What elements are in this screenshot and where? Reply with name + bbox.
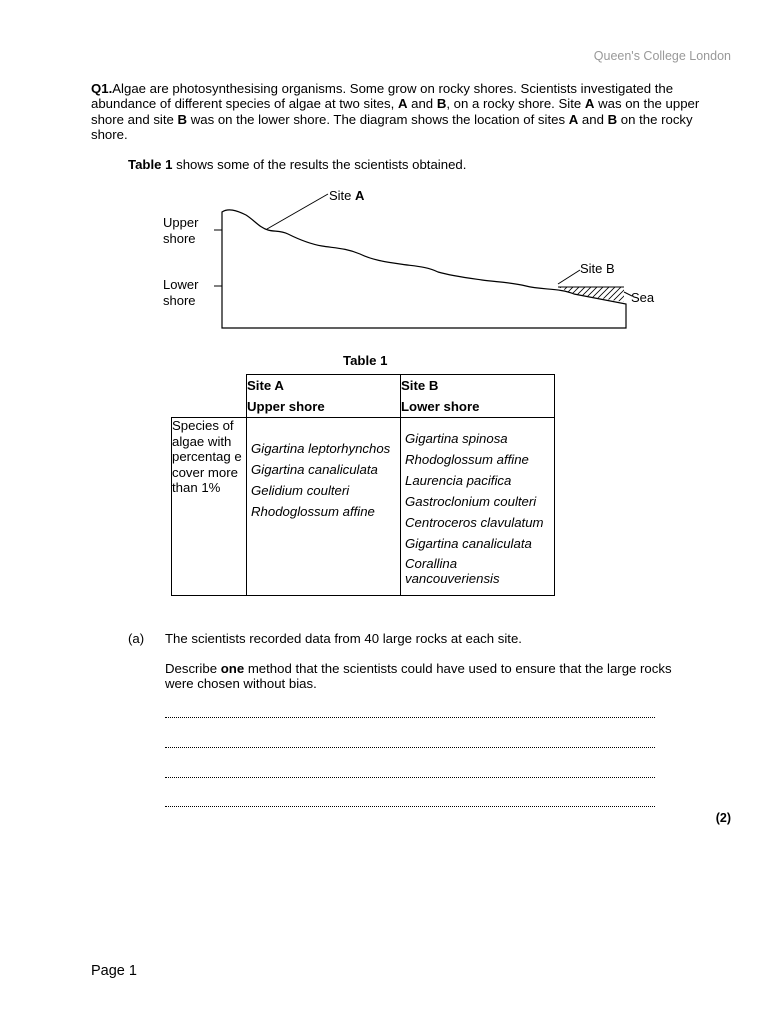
empty-corner-cell <box>172 375 247 418</box>
answer-line[interactable] <box>165 777 655 778</box>
part-a-statement: The scientists recorded data from 40 large rocks at each site. <box>165 631 522 646</box>
marks-indicator: (2) <box>715 811 731 825</box>
list-item: Gigartina leptorhynchos <box>251 441 391 456</box>
site-b-species-cell <box>401 418 555 596</box>
table-intro <box>128 157 466 172</box>
table-intro-text: shows some of the results the scientists obtained. <box>172 157 467 172</box>
part-a-emphasis: one <box>220 661 245 676</box>
part-a-label: (a) <box>128 631 145 646</box>
answer-line[interactable] <box>165 747 655 748</box>
site-a-species-cell <box>247 418 401 596</box>
site-a-label <box>329 188 365 203</box>
list-item: Gigartina canaliculata <box>251 462 378 477</box>
part-a-question-text: method that the scientists could have used to ensure that the large rocks were chosen without bias. <box>165 661 672 692</box>
site-b-title: Site B <box>401 378 439 393</box>
list-item: Centroceros clavulatum <box>405 515 544 530</box>
site-a-label-letter: A <box>355 188 365 203</box>
site-b-header <box>401 375 555 418</box>
question-1-text <box>91 81 731 143</box>
site-a-pointer <box>267 194 328 229</box>
site-a-ref: A <box>568 111 579 127</box>
q1-text-part: Algae are photosynthesising organisms. Some grow on rocky shores. Scientists investigated the abundance of different species of algae at two sites, <box>91 81 674 112</box>
upper-shore-label-1: Upper <box>163 215 199 230</box>
site-a-label-prefix: Site <box>329 188 356 203</box>
results-table <box>171 374 555 596</box>
list-item: Gigartina canaliculata <box>405 536 532 551</box>
table-ref: Table 1 <box>128 157 173 172</box>
q1-text-part: was on the upper shore and site <box>91 96 700 127</box>
site-b-ref: B <box>177 111 188 127</box>
table-caption: Table 1 <box>343 353 388 368</box>
list-item: Laurencia pacifica <box>405 473 512 488</box>
lower-shore-label-2: shore <box>163 293 196 308</box>
table-header-row <box>172 375 555 418</box>
page-number: Page 1 <box>91 963 137 979</box>
lower-shore-label-1: Lower <box>163 277 199 292</box>
site-a-title: Site A <box>247 378 284 393</box>
sea-label: Sea <box>631 290 655 305</box>
site-a-ref: A <box>397 96 408 112</box>
part-a-question-text: Describe <box>165 661 221 676</box>
q1-text-part: on the rocky shore. <box>91 111 693 143</box>
site-a-header <box>247 375 401 418</box>
answer-line[interactable] <box>165 717 655 718</box>
q1-text-part: , on a rocky shore. Site <box>446 96 585 112</box>
upper-shore-label-2: shore <box>163 231 196 246</box>
site-b-ref: B <box>607 111 618 127</box>
row-label-cell: Species of algae with percentag e cover more than 1% <box>172 418 247 596</box>
list-item: Rhodoglossum affine <box>251 504 375 519</box>
site-b-subtitle: Lower shore <box>401 399 480 414</box>
table-row <box>172 418 555 596</box>
sea-hatch <box>558 287 624 302</box>
site-b-label: Site B <box>580 261 615 276</box>
list-item: Gelidium coulteri <box>251 483 350 498</box>
list-item: Gigartina spinosa <box>405 431 508 446</box>
site-b-ref: B <box>436 96 447 112</box>
site-a-subtitle: Upper shore <box>247 399 325 414</box>
answer-line[interactable] <box>165 806 655 807</box>
institution-header: Queen's College London <box>593 49 731 63</box>
list-item: Gastroclonium coulteri <box>405 494 537 509</box>
rocky-shore-diagram <box>150 182 670 342</box>
list-item: Rhodoglossum affine <box>405 452 529 467</box>
part-a-question <box>165 661 685 692</box>
q1-text-part: was on the lower shore. The diagram shows the location of sites <box>187 111 569 127</box>
site-a-ref: A <box>584 96 595 112</box>
list-item: Corallina vancouveriensis <box>405 556 500 586</box>
question-number: Q1. <box>91 81 113 96</box>
q1-text-part: and <box>578 111 608 127</box>
site-b-pointer <box>558 270 580 284</box>
q1-text-part: and <box>407 96 437 112</box>
shore-profile <box>222 210 626 328</box>
